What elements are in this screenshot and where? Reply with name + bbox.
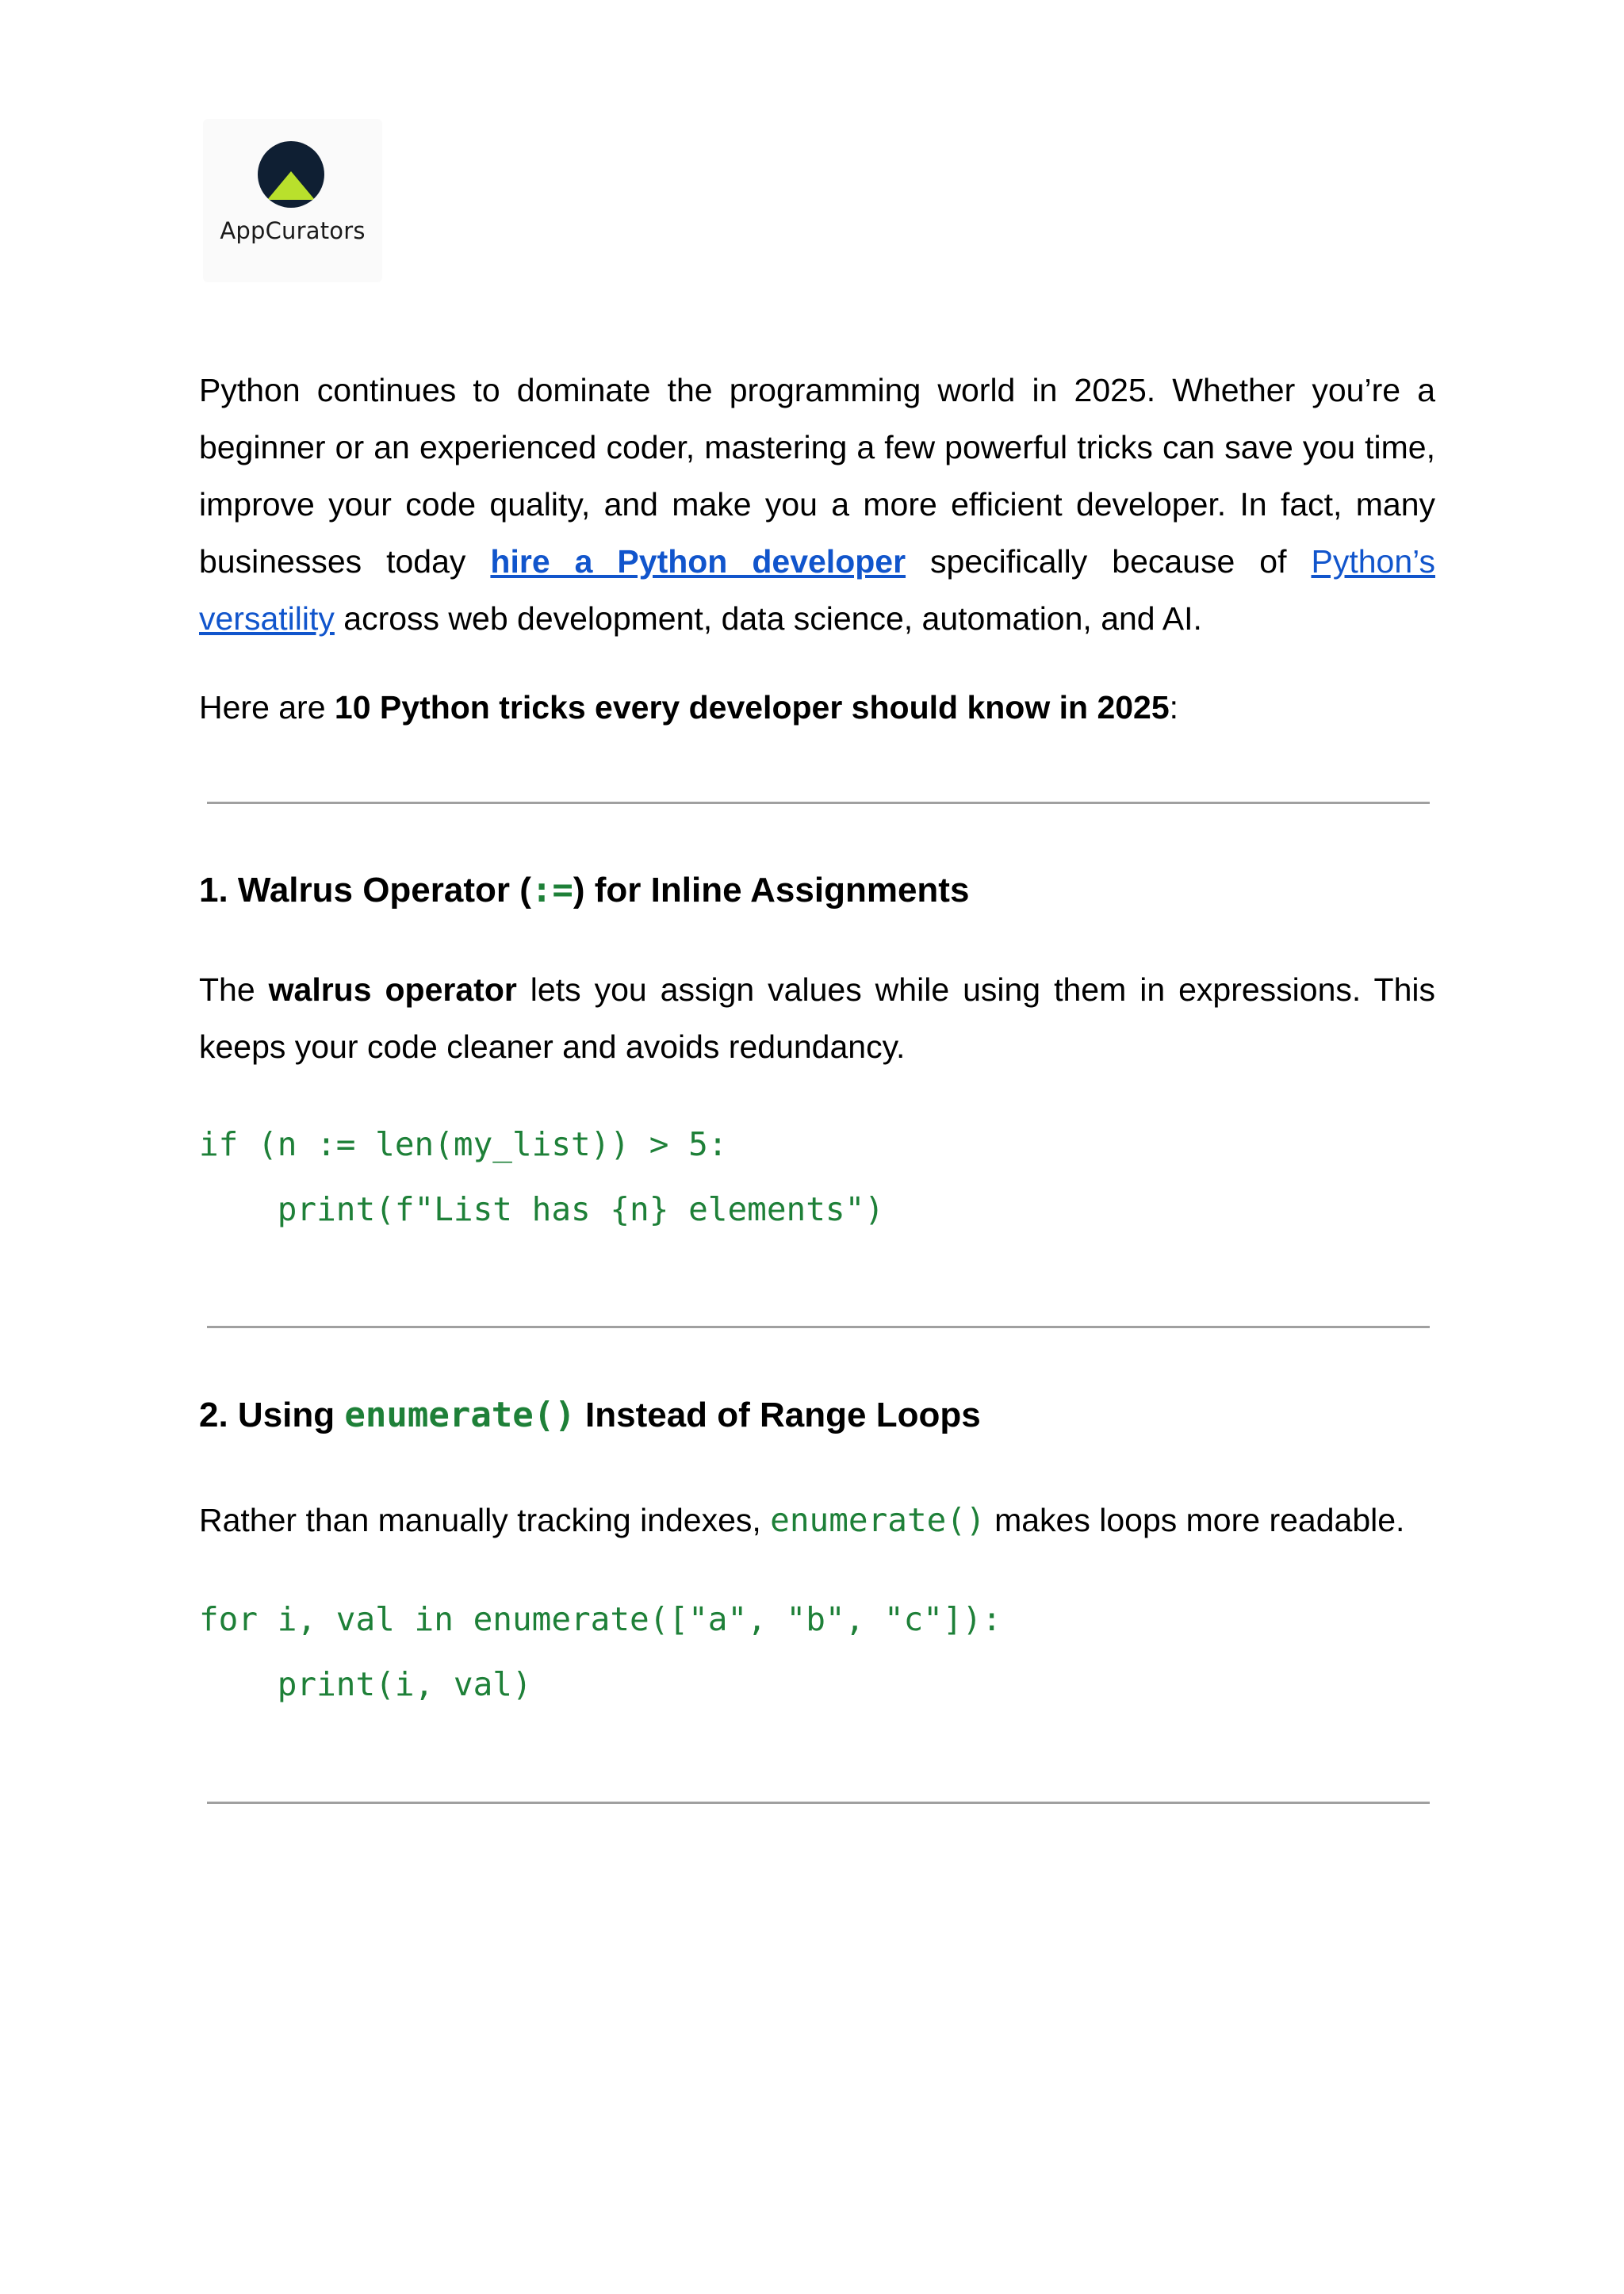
lead-suffix: : [1169,689,1179,726]
section-1-heading-prefix: 1. Walrus Operator ( [199,871,531,910]
mountain-logo-icon [258,141,324,208]
section-2-para-code: enumerate() [770,1501,986,1539]
section-1-code-block [199,1112,884,1242]
divider-1 [207,802,1430,804]
logo-text: AppCurators [220,217,366,244]
section-2-para-prefix: Rather than manually tracking indexes, [199,1502,771,1538]
section-2-heading [199,1395,981,1435]
intro-paragraph [199,362,1435,647]
section-2-heading-prefix: 2. Using [199,1396,345,1434]
intro-text-3: across web development, data science, automation, and AI. [334,600,1202,637]
section-1-paragraph [199,961,1435,1075]
code-line: for i, val in enumerate(["a", "b", "c"]): [199,1600,1002,1638]
code-line: print(f"List has {n} elements") [199,1190,884,1228]
section-2-code-block [199,1587,1002,1717]
intro-text-2: specifically because of [906,543,1312,580]
code-line: print(i, val) [199,1665,532,1703]
appcurators-logo [203,119,382,282]
lead-bold: 10 Python tricks every developer should know in 2025 [334,689,1170,726]
section-1-heading [199,870,969,910]
section-2-heading-suffix: Instead of Range Loops [575,1396,981,1434]
section-1-para-bold: walrus operator [268,971,517,1008]
section-2-heading-code: enumerate() [344,1395,576,1435]
section-1-para-prefix: The [199,971,269,1008]
intro-text-1: Python continues to dominate the programming world in 2025. Whether you’re a beginner or an experienced coder, mastering a few powerful tricks can save you time, improve your code quality, and make you a more efficient developer. In fact, many businesses today [199,372,1435,580]
section-1-heading-suffix: ) for Inline Assignments [573,871,970,910]
hire-python-developer-link[interactable]: hire a Python developer [490,543,906,580]
python-versatility-link[interactable]: Python’s versatility [199,543,1435,637]
divider-3 [207,1802,1430,1804]
section-2-para-suffix: makes loops more readable. [985,1502,1405,1538]
section-2-paragraph [199,1492,1435,1549]
divider-2 [207,1326,1430,1328]
lead-paragraph [199,679,1435,736]
section-1-heading-code: := [530,870,573,910]
code-line: if (n := len(my_list)) > 5: [199,1125,728,1163]
section-1-para-suffix: lets you assign values while using them in expressions. This keeps your code cleaner and avoids redundancy. [199,971,1435,1065]
lead-prefix: Here are [199,689,335,726]
